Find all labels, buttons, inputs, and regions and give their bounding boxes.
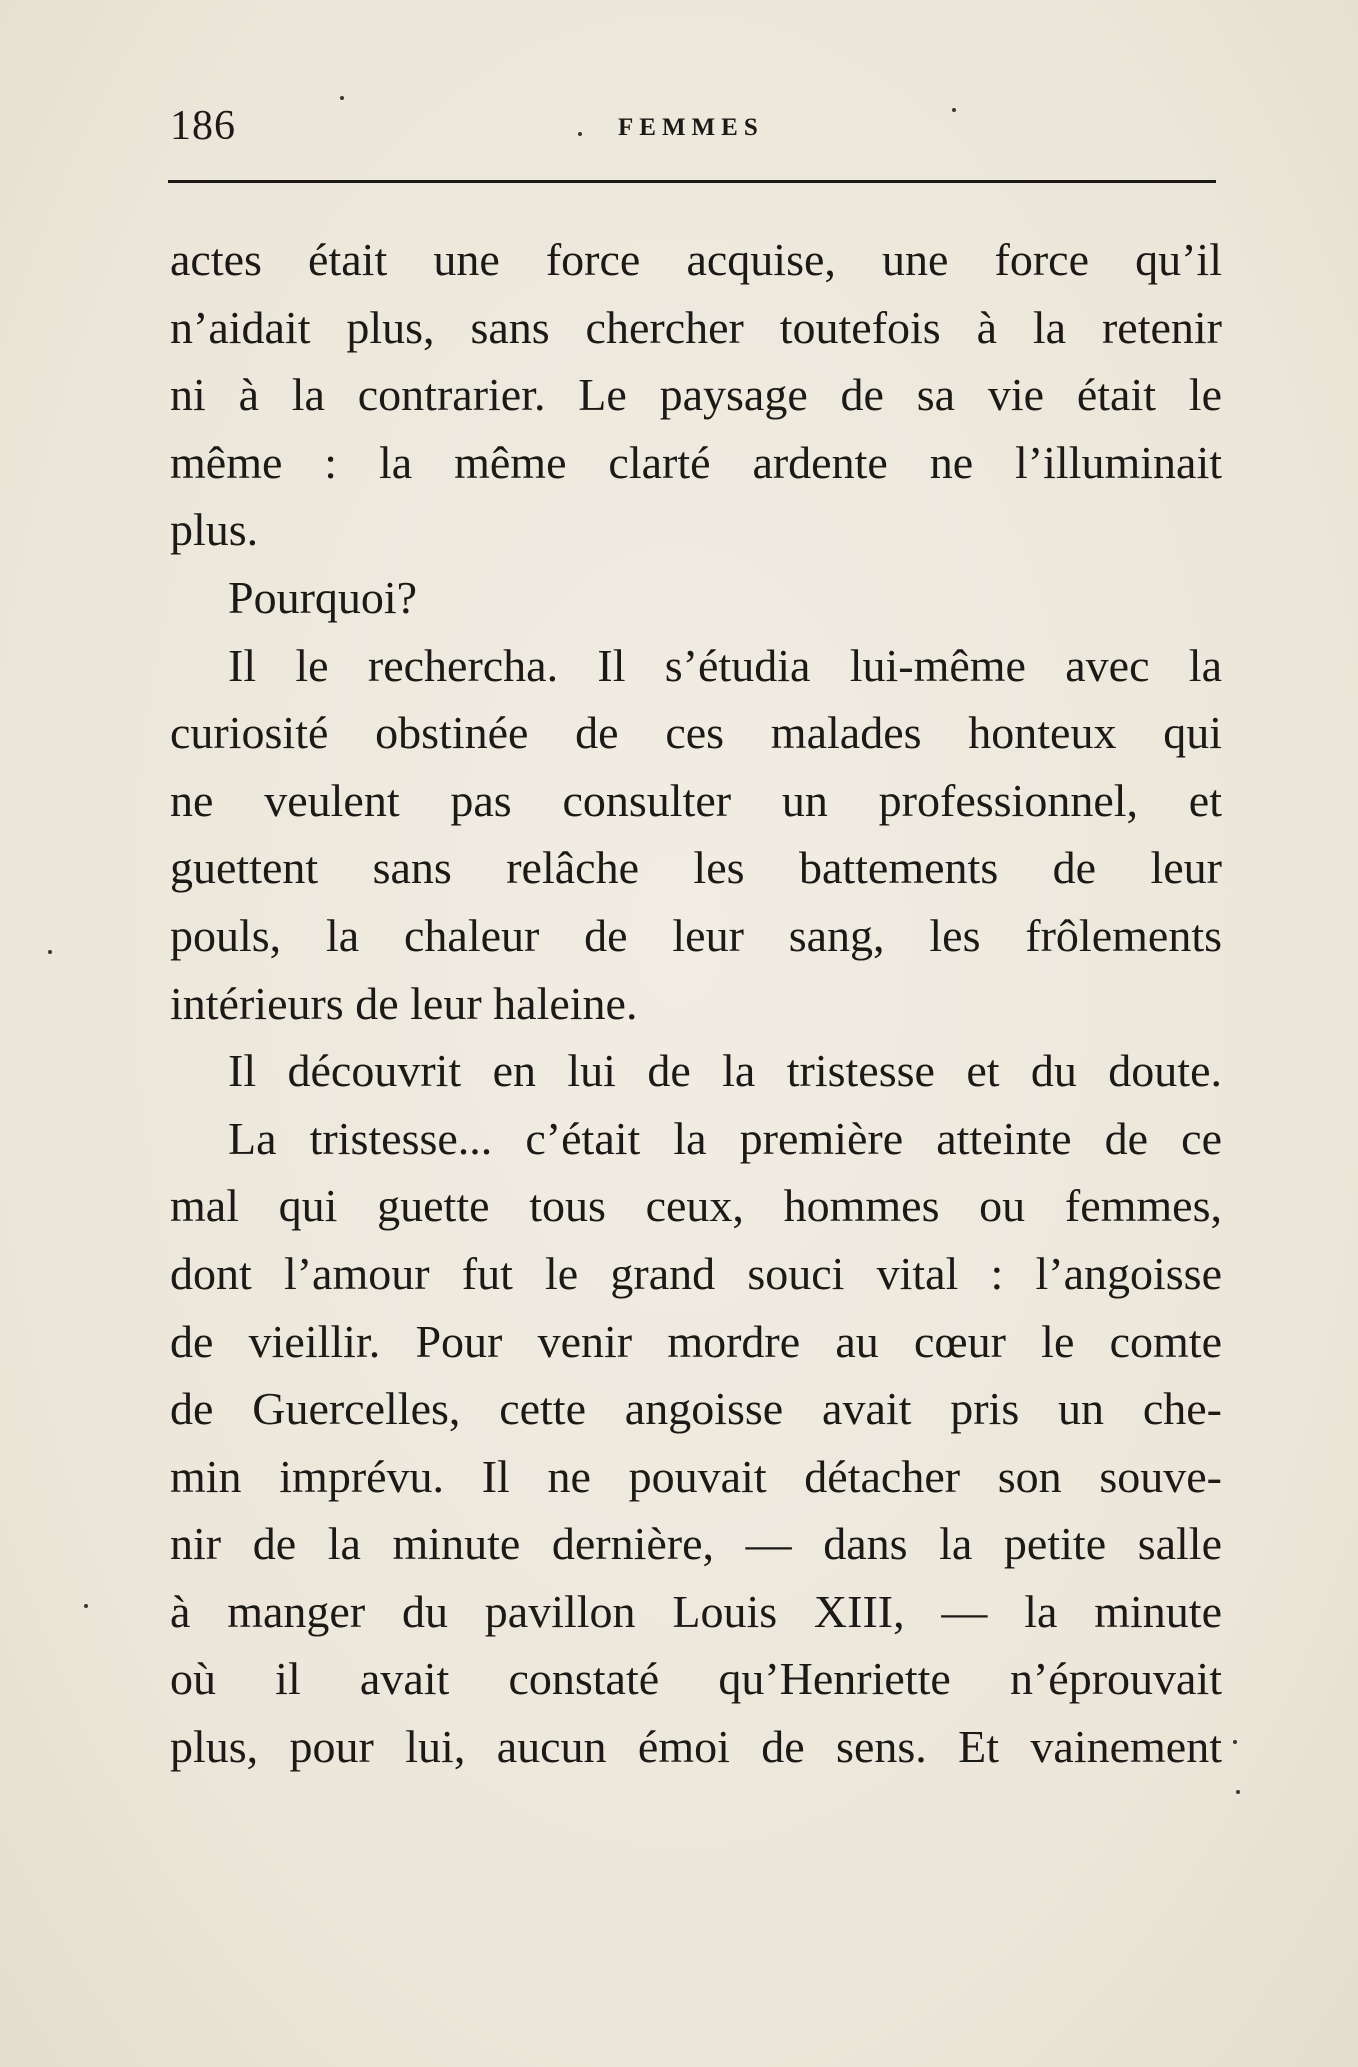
- text-line: de Guercelles, cette angoisse avait pris un che-: [170, 1383, 1222, 1435]
- text-line: Il découvrit en lui de la tristesse et du doute.: [228, 1045, 1222, 1097]
- text-line: guettent sans relâche les battements de leur: [170, 842, 1222, 894]
- running-head: [170, 96, 1220, 156]
- paper-speck: [1233, 1740, 1237, 1744]
- text-line: ne veulent pas consulter un professionnel, et: [170, 774, 1222, 826]
- running-title: FEMMES: [618, 114, 764, 141]
- header-rule: [168, 180, 1216, 183]
- text-line: La tristesse... c’était la première atteinte de ce: [228, 1112, 1222, 1164]
- text-line: actes était une force acquise, une force qu’il: [170, 234, 1222, 285]
- text-line: dont l’amour fut le grand souci vital : l’angoisse: [170, 1247, 1222, 1299]
- text-line: pouls, la chaleur de leur sang, les frôlements: [170, 909, 1222, 961]
- text-line: plus, pour lui, aucun émoi de sens. Et vainement: [170, 1721, 1222, 1773]
- page-number: 186: [170, 103, 236, 149]
- text-line: même : la même clarté ardente ne l’illuminait: [170, 436, 1222, 488]
- text-line: ni à la contrarier. Le paysage de sa vie était le: [170, 369, 1222, 421]
- text-line: mal qui guette tous ceux, hommes ou femmes,: [170, 1180, 1222, 1232]
- paper-speck: [952, 108, 956, 112]
- text-line: nir de la minute dernière, — dans la petite salle: [170, 1518, 1222, 1570]
- text-line: curiosité obstinée de ces malades honteux qui: [170, 707, 1222, 759]
- body-text: [170, 226, 1222, 1781]
- text-line: Pourquoi?: [228, 571, 418, 623]
- text-line: où il avait constaté qu’Henriette n’éprouvait: [170, 1653, 1222, 1705]
- text-line: à manger du pavillon Louis XIII, — la minute: [170, 1585, 1222, 1637]
- paper-speck: [340, 96, 344, 100]
- text-line: Il le rechercha. Il s’étudia lui-même avec la: [228, 639, 1222, 691]
- text-line: min imprévu. Il ne pouvait détacher son souve-: [170, 1450, 1222, 1502]
- paper-speck: [578, 132, 582, 136]
- text-line: de vieillir. Pour venir mordre au cœur le comte: [170, 1315, 1222, 1367]
- text-line: n’aidait plus, sans chercher toutefois à la retenir: [170, 301, 1222, 353]
- text-line: plus.: [170, 504, 259, 556]
- paper-speck: [1236, 1790, 1240, 1794]
- paper-speck: [84, 1604, 88, 1608]
- paper-speck: [48, 950, 52, 954]
- text-line: intérieurs de leur haleine.: [170, 977, 638, 1029]
